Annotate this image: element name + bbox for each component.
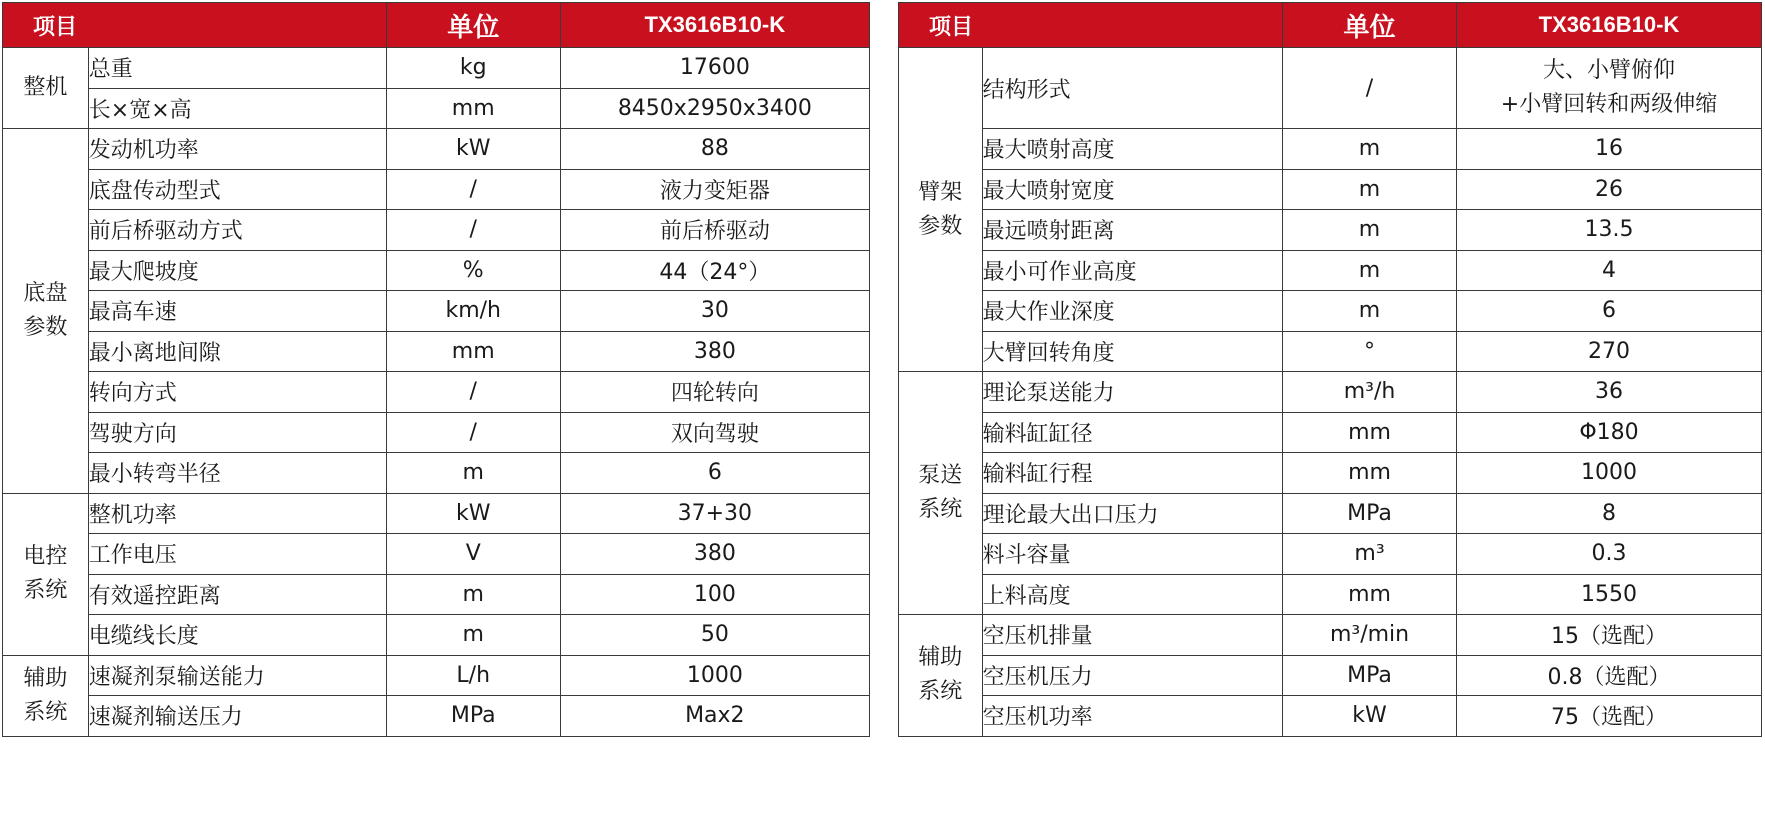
- unit-cell: °: [1283, 331, 1457, 372]
- unit-cell: /: [386, 210, 560, 251]
- category-cell: [3, 129, 89, 494]
- value-cell: 88: [560, 129, 869, 170]
- table-row: [899, 615, 1762, 656]
- value-cell: 1000: [560, 655, 869, 696]
- value-cell: Φ180: [1456, 412, 1761, 453]
- item-cell: 最小可作业高度: [982, 250, 1282, 291]
- item-cell: 最大喷射宽度: [982, 169, 1282, 210]
- value-cell: 6: [560, 453, 869, 494]
- value-cell: 30: [560, 291, 869, 332]
- unit-cell: kg: [386, 48, 560, 89]
- table-row: [899, 331, 1762, 372]
- unit-cell: m³: [1283, 534, 1457, 575]
- item-cell: 输料缸缸径: [982, 412, 1282, 453]
- item-cell: 大臂回转角度: [982, 331, 1282, 372]
- table-row: [899, 250, 1762, 291]
- unit-cell: mm: [386, 88, 560, 129]
- table-row: [899, 574, 1762, 615]
- unit-cell: mm: [1283, 574, 1457, 615]
- item-cell: 转向方式: [88, 372, 386, 413]
- value-cell: 16: [1456, 129, 1761, 170]
- item-cell: 上料高度: [982, 574, 1282, 615]
- item-cell: 电缆线长度: [88, 615, 386, 656]
- category-label: 辅助: [918, 645, 963, 671]
- unit-cell: kW: [386, 129, 560, 170]
- value-cell: 0.3: [1456, 534, 1761, 575]
- right-table-body: [899, 48, 1762, 737]
- item-cell: 最远喷射距离: [982, 210, 1282, 251]
- item-cell: 空压机功率: [982, 696, 1282, 737]
- unit-cell: m³/min: [1283, 615, 1457, 656]
- item-cell: 速凝剂输送压力: [88, 696, 386, 737]
- table-row: [3, 493, 870, 534]
- value-line: 大、小臂俯仰: [1542, 58, 1675, 83]
- value-cell: 双向驾驶: [560, 412, 869, 453]
- unit-cell: %: [386, 250, 560, 291]
- table-row: [899, 453, 1762, 494]
- unit-cell: MPa: [1283, 655, 1457, 696]
- unit-cell: mm: [1283, 453, 1457, 494]
- table-row: [899, 493, 1762, 534]
- header-model: TX3616B10-K: [560, 3, 869, 48]
- category-cell: [899, 372, 983, 615]
- left-header-row: [3, 3, 870, 48]
- item-cell: 空压机压力: [982, 655, 1282, 696]
- value-cell: [1456, 48, 1761, 129]
- category-label: 泵送: [918, 463, 963, 488]
- value-cell: 380: [560, 534, 869, 575]
- category-label: 参数: [918, 213, 963, 239]
- table-row: [3, 696, 870, 737]
- unit-cell: kW: [386, 493, 560, 534]
- value-cell: 4: [1456, 250, 1761, 291]
- table-row: [3, 534, 870, 575]
- table-row: [3, 250, 870, 291]
- category-label: 系统: [918, 497, 963, 522]
- category-label: 系统: [918, 679, 963, 705]
- value-cell: 四轮转向: [560, 372, 869, 413]
- item-cell: 速凝剂泵输送能力: [88, 655, 386, 696]
- table-row: [3, 615, 870, 656]
- table-row: [899, 696, 1762, 737]
- unit-cell: /: [1283, 48, 1457, 129]
- item-cell: 工作电压: [88, 534, 386, 575]
- item-cell: 最小离地间隙: [88, 331, 386, 372]
- table-row: [3, 129, 870, 170]
- item-cell: 最大作业深度: [982, 291, 1282, 332]
- unit-cell: km/h: [386, 291, 560, 332]
- value-cell: 75（选配）: [1456, 696, 1761, 737]
- unit-cell: MPa: [386, 696, 560, 737]
- category-cell: [3, 48, 89, 129]
- item-cell: 最大爬坡度: [88, 250, 386, 291]
- item-cell: 输料缸行程: [982, 453, 1282, 494]
- item-cell: 有效遥控距离: [88, 574, 386, 615]
- item-cell: 理论泵送能力: [982, 372, 1282, 413]
- category-label: 电控: [23, 544, 68, 569]
- unit-cell: m: [1283, 250, 1457, 291]
- category-label: 系统: [23, 699, 68, 725]
- category-label: 底盘: [23, 280, 68, 306]
- header-model: TX3616B10-K: [1456, 3, 1761, 48]
- table-row: [899, 169, 1762, 210]
- unit-cell: m: [1283, 129, 1457, 170]
- table-row: [3, 331, 870, 372]
- value-cell: 380: [560, 331, 869, 372]
- table-row: [3, 88, 870, 129]
- unit-cell: kW: [1283, 696, 1457, 737]
- category-label: 辅助: [23, 665, 68, 691]
- category-cell: [899, 615, 983, 737]
- category-cell: [3, 655, 89, 736]
- header-unit: 单位: [1283, 3, 1457, 48]
- table-row: [3, 291, 870, 332]
- unit-cell: MPa: [1283, 493, 1457, 534]
- table-row: [899, 534, 1762, 575]
- table-row: [3, 210, 870, 251]
- item-cell: 结构形式: [982, 48, 1282, 129]
- value-cell: 液力变矩器: [560, 169, 869, 210]
- value-cell: 26: [1456, 169, 1761, 210]
- value-cell: 37+30: [560, 493, 869, 534]
- item-cell: 驾驶方向: [88, 412, 386, 453]
- unit-cell: m: [386, 615, 560, 656]
- item-cell: 理论最大出口压力: [982, 493, 1282, 534]
- category-label: 系统: [23, 578, 68, 603]
- table-row: [3, 655, 870, 696]
- unit-cell: /: [386, 412, 560, 453]
- item-cell: 最大喷射高度: [982, 129, 1282, 170]
- item-cell: 前后桥驱动方式: [88, 210, 386, 251]
- header-item: 项目: [899, 3, 1283, 48]
- value-cell: 100: [560, 574, 869, 615]
- item-cell: 底盘传动型式: [88, 169, 386, 210]
- header-item: 项目: [3, 3, 387, 48]
- table-row: [899, 655, 1762, 696]
- table-row: [899, 210, 1762, 251]
- table-row: [3, 372, 870, 413]
- category-cell: [3, 493, 89, 655]
- value-cell: 13.5: [1456, 210, 1761, 251]
- table-row: [3, 48, 870, 89]
- unit-cell: /: [386, 372, 560, 413]
- category-label: 臂架: [918, 179, 963, 205]
- header-unit: 单位: [386, 3, 560, 48]
- value-cell: 15（选配）: [1456, 615, 1761, 656]
- unit-cell: mm: [1283, 412, 1457, 453]
- left-spec-table: [2, 2, 870, 737]
- value-cell: 44（24°）: [560, 250, 869, 291]
- right-spec-table: [898, 2, 1762, 737]
- value-cell: 50: [560, 615, 869, 656]
- right-header-row: [899, 3, 1762, 48]
- value-cell: 8: [1456, 493, 1761, 534]
- table-row: [3, 412, 870, 453]
- unit-cell: m: [386, 574, 560, 615]
- item-cell: 料斗容量: [982, 534, 1282, 575]
- table-row: [3, 453, 870, 494]
- item-cell: 发动机功率: [88, 129, 386, 170]
- table-row: [899, 291, 1762, 332]
- value-cell: 36: [1456, 372, 1761, 413]
- category-label: 整机: [23, 75, 68, 100]
- unit-cell: L/h: [386, 655, 560, 696]
- unit-cell: m: [1283, 291, 1457, 332]
- value-cell: 6: [1456, 291, 1761, 332]
- table-row: [3, 574, 870, 615]
- table-row: [899, 48, 1762, 129]
- unit-cell: m³/h: [1283, 372, 1457, 413]
- value-cell: 1000: [1456, 453, 1761, 494]
- value-cell: Max2: [560, 696, 869, 737]
- table-row: [899, 129, 1762, 170]
- value-cell: 前后桥驱动: [560, 210, 869, 251]
- value-cell: 0.8（选配）: [1456, 655, 1761, 696]
- value-cell: 270: [1456, 331, 1761, 372]
- value-cell: 8450x2950x3400: [560, 88, 869, 129]
- item-cell: 最高车速: [88, 291, 386, 332]
- value-cell: 17600: [560, 48, 869, 89]
- table-row: [3, 169, 870, 210]
- table-row: [899, 372, 1762, 413]
- category-cell: [899, 48, 983, 372]
- unit-cell: V: [386, 534, 560, 575]
- item-cell: 空压机排量: [982, 615, 1282, 656]
- category-label: 参数: [23, 314, 68, 340]
- unit-cell: m: [386, 453, 560, 494]
- unit-cell: mm: [386, 331, 560, 372]
- unit-cell: m: [1283, 169, 1457, 210]
- item-cell: 整机功率: [88, 493, 386, 534]
- table-row: [899, 412, 1762, 453]
- unit-cell: m: [1283, 210, 1457, 251]
- item-cell: 最小转弯半径: [88, 453, 386, 494]
- value-line: +小臂回转和两级伸缩: [1500, 92, 1718, 117]
- left-table-body: [3, 48, 870, 737]
- item-cell: 长×宽×高: [88, 88, 386, 129]
- value-cell: 1550: [1456, 574, 1761, 615]
- item-cell: 总重: [88, 48, 386, 89]
- unit-cell: /: [386, 169, 560, 210]
